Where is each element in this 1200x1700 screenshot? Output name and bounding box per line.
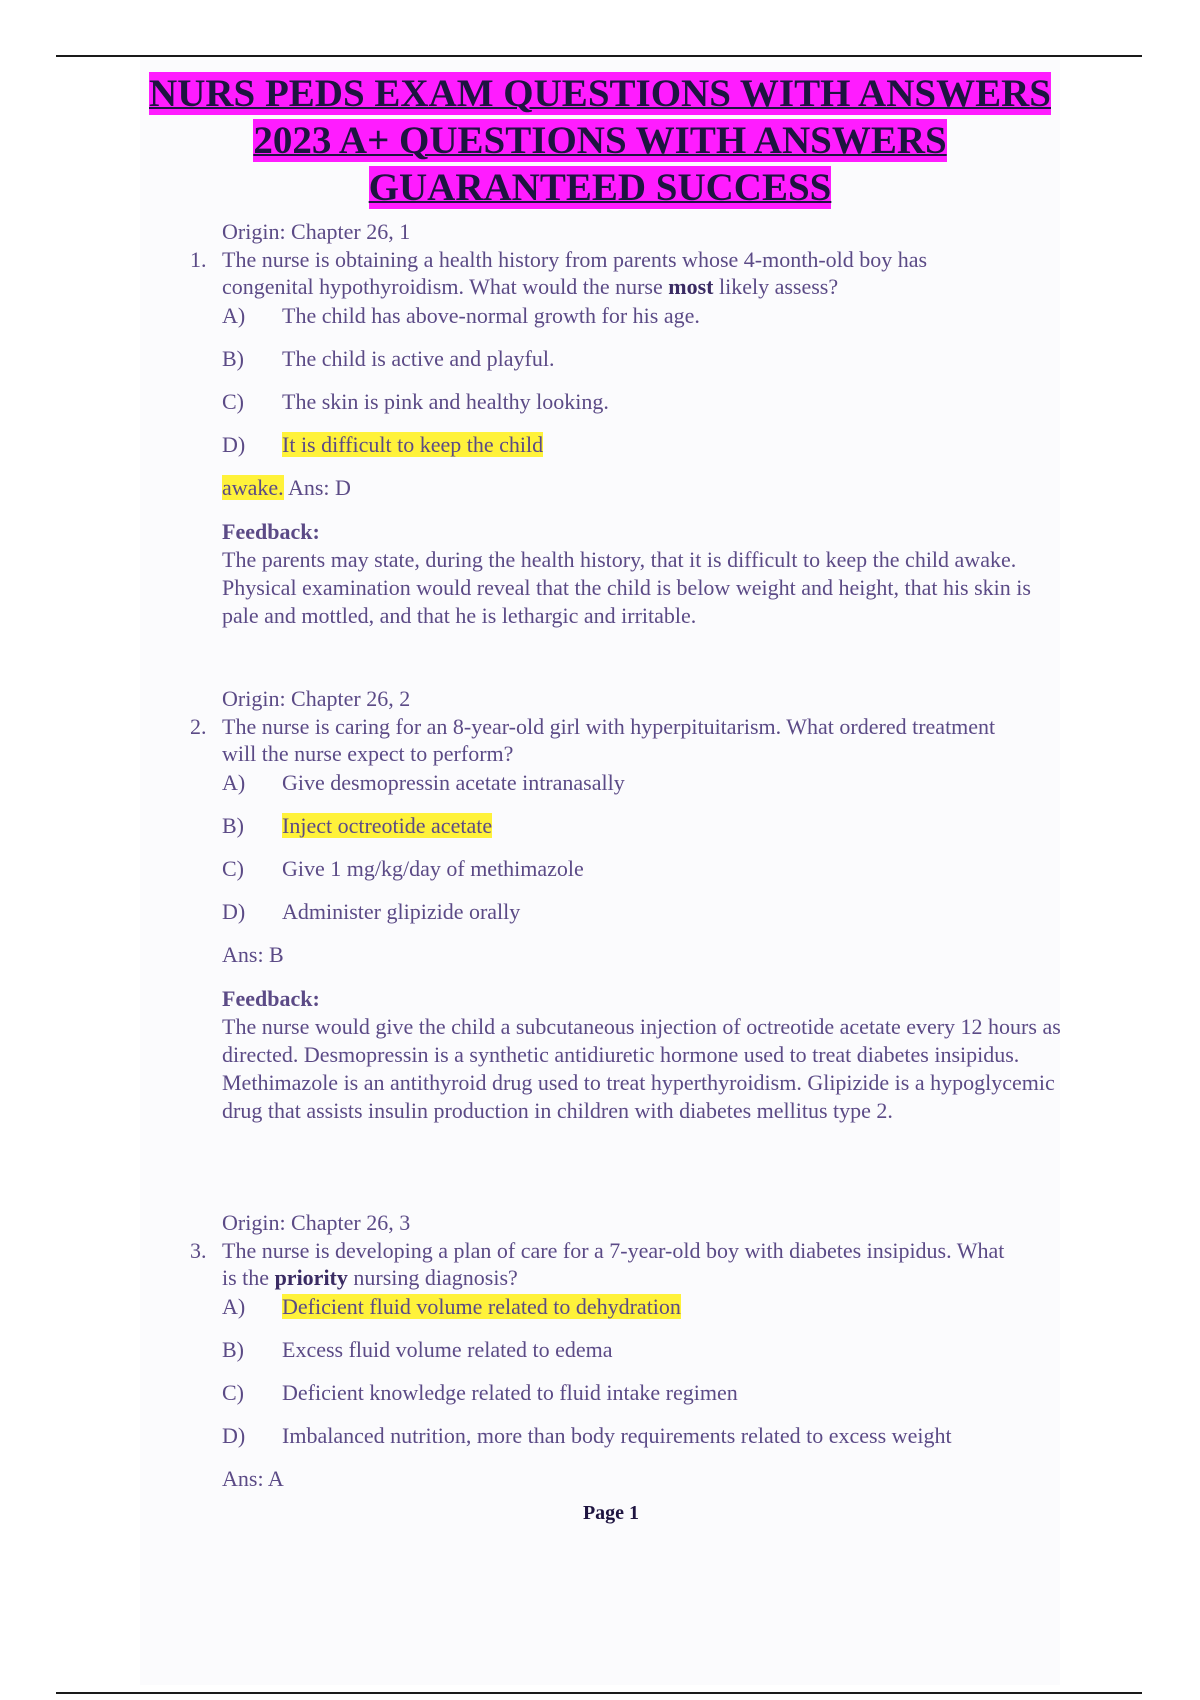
q1-stem-emphasis: most xyxy=(668,274,714,299)
q1-feedback-label: Feedback: xyxy=(222,519,320,544)
title-line-1: NURS PEDS EXAM QUESTIONS WITH ANSWERS xyxy=(149,72,1051,115)
q1-origin: Origin: Chapter 26, 1 xyxy=(222,219,411,244)
q1-option-b: B) The child is active and playful. xyxy=(222,346,555,371)
q3-correct-highlight: Deficient fluid volume related to dehydration xyxy=(282,1294,681,1319)
q2-feedback-label: Feedback: xyxy=(222,986,320,1011)
q1-number: 1. xyxy=(190,247,207,272)
q2-number: 2. xyxy=(190,714,207,739)
q1-option-d: D) It is difficult to keep the child xyxy=(222,432,544,457)
q2-origin: Origin: Chapter 26, 2 xyxy=(222,686,411,711)
q3-stem: The nurse is developing a plan of care for a 7-year-old boy with diabetes insipidus. What is the priority nursing diagnosis? xyxy=(222,1238,1005,1290)
q1-answer: awake. Ans: D xyxy=(222,475,351,500)
q1-feedback-text: The parents may state, during the health history, that it is difficult to keep the child awake. Physical examination would reveal that the child is below weight and height, that his skin is pale and mottled, and that he is lethargic and irritable. xyxy=(222,547,1031,628)
q1-stem: The nurse is obtaining a health history from parents whose 4-month-old boy has congenital hypothyroidism. What would the nurse most likely assess? xyxy=(222,247,928,299)
q3-number: 3. xyxy=(190,1238,207,1263)
q2-feedback-text: The nurse would give the child a subcutaneous injection of octreotide acetate every 12 hours as directed. Desmopressin is a synthetic antidiuretic hormone used to treat diabetes insipidus. Methimazole is an antithyroid drug used to treat hyperthyroidism. Glipizide is a hypoglycemic drug that assists insulin production in children with diabetes mellitus type 2. xyxy=(222,1014,1061,1123)
document-title xyxy=(140,70,1060,211)
q3-option-c: C) Deficient knowledge related to fluid intake regimen xyxy=(222,1380,738,1405)
q3-option-a: A) Deficient fluid volume related to dehydration xyxy=(222,1294,681,1319)
q2-option-d: D) Administer glipizide orally xyxy=(222,899,521,924)
q3-stem-emphasis: priority xyxy=(274,1265,348,1290)
q3-option-b: B) Excess fluid volume related to edema xyxy=(222,1337,613,1362)
q2-stem: The nurse is caring for an 8-year-old girl with hyperpituitarism. What ordered treatment will the nurse expect to perform? xyxy=(222,714,996,766)
q2-correct-highlight: Inject octreotide acetate xyxy=(282,813,493,838)
q2-option-c: C) Give 1 mg/kg/day of methimazole xyxy=(222,856,584,881)
q1-option-c: C) The skin is pink and healthy looking. xyxy=(222,389,609,414)
bottom-rule xyxy=(56,1692,1142,1694)
q3-origin: Origin: Chapter 26, 3 xyxy=(222,1210,411,1235)
q3-option-d: D) Imbalanced nutrition, more than body requirements related to excess weight xyxy=(222,1423,952,1448)
top-rule xyxy=(56,55,1142,57)
q1-option-a: A) The child has above-normal growth for his age. xyxy=(222,303,700,328)
q2-answer: Ans: B xyxy=(222,942,284,967)
q3-answer: Ans: A xyxy=(222,1466,284,1491)
title-line-2: 2023 A+ QUESTIONS WITH ANSWERS xyxy=(253,119,947,162)
q2-option-a: A) Give desmopressin acetate intranasally xyxy=(222,770,625,795)
q1-correct-highlight: It is difficult to keep the child xyxy=(282,432,544,457)
q2-option-b: B) Inject octreotide acetate xyxy=(222,813,493,838)
page-number: Page 1 xyxy=(582,1502,640,1524)
title-line-3: GUARANTEED SUCCESS xyxy=(368,166,832,209)
